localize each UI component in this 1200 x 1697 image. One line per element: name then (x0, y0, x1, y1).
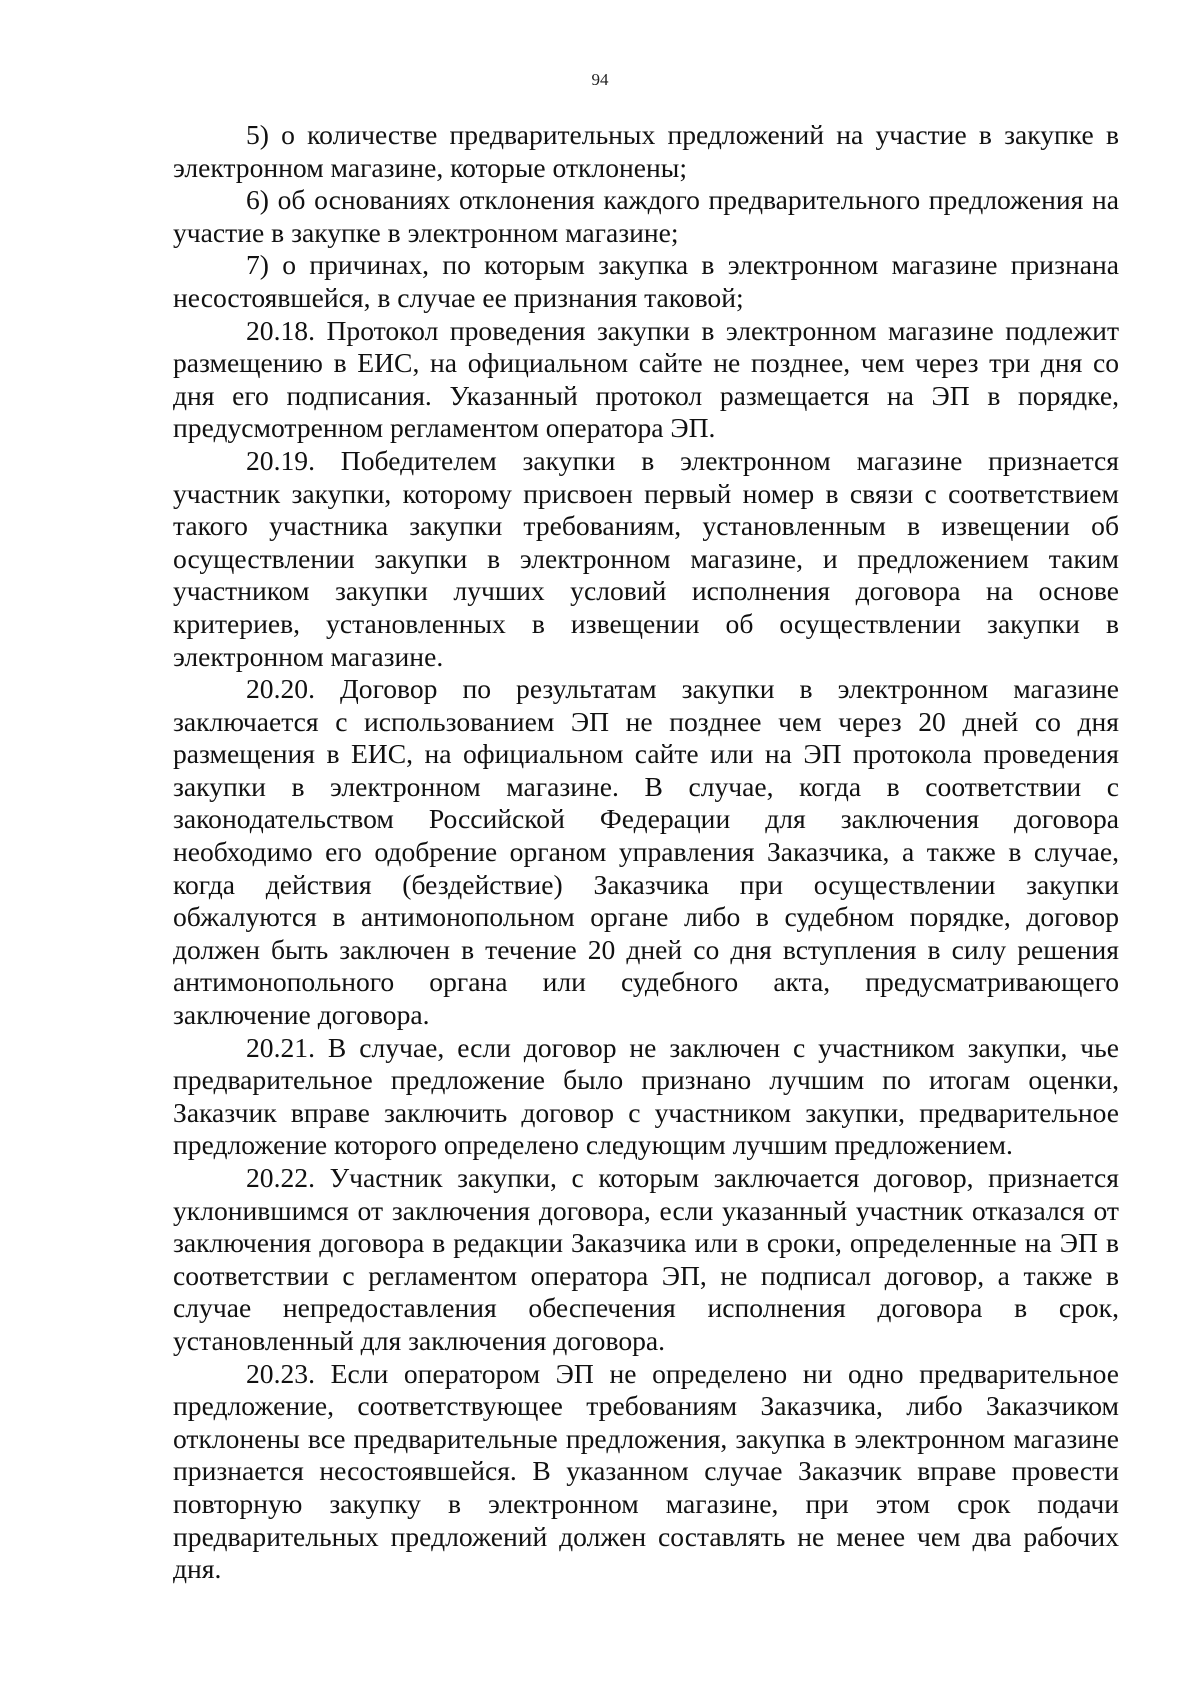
paragraph-20-18: 20.18. Протокол проведения закупки в электронном магазине подлежит размещению в ЕИС, на официальном сайте не позднее, чем через три дня со дня его подписания. Указанный протокол размещается на ЭП в порядке, предусмотренном регламентом оператора ЭП. (173, 314, 1119, 444)
document-body (173, 119, 1119, 1586)
paragraph-20-19: 20.19. Победителем закупки в электронном магазине признается участник закупки, которому присвоен первый номер в связи с соответствием такого участника закупки требованиям, установленным в извещении об осуществлении закупки в электронном магазине, и предложением таким участником закупки лучших условий исполнения договора на основе критериев, установленных в извещении об осуществлении закупки в электронном магазине. (173, 444, 1119, 672)
paragraph-item-5: 5) о количестве предварительных предложений на участие в закупке в электронном магазине, которые отклонены; (173, 119, 1119, 183)
paragraph-20-21: 20.21. В случае, если договор не заключен с участником закупки, чье предварительное предложение было признано лучшим по итогам оценки, Заказчик вправе заключить договор с участником закупки, предварительное предложение которого определено следующим лучшим предложением. (173, 1031, 1119, 1161)
paragraph-item-7: 7) о причинах, по которым закупка в электронном магазине признана несостоявшейся, в случае ее признания таковой; (173, 249, 1119, 313)
paragraph-item-6: 6) об основаниях отклонения каждого предварительного предложения на участие в закупке в электронном магазине; (173, 184, 1119, 248)
paragraph-20-22: 20.22. Участник закупки, с которым заключается договор, признается уклонившимся от заключения договора, если указанный участник отказался от заключения договора в редакции Заказчика или в сроки, определенные на ЭП в соответствии с регламентом оператора ЭП, не подписал договор, а также в случае непредоставления обеспечения исполнения договора в срок, установленный для заключения договора. (173, 1162, 1119, 1356)
paragraph-20-20: 20.20. Договор по результатам закупки в электронном магазине заключается с использованием ЭП не позднее чем через 20 дней со дня размещения в ЕИС, на официальном сайте или на ЭП протокола проведения закупки в электронном магазине. В случае, когда в соответствии с законодательством Российской Федерации для заключения договора необходимо его одобрение органом управления Заказчика, а также в случае, когда действия (бездействие) Заказчика при осуществлении закупки обжалуются в антимонопольном органе либо в судебном порядке, договор должен быть заключен в течение 20 дней со дня вступления в силу решения антимонопольного органа или судебного акта, предусматривающего заключение договора. (173, 673, 1119, 1031)
paragraph-20-23: 20.23. Если оператором ЭП не определено ни одно предварительное предложение, соответствующее требованиям Заказчика, либо Заказчиком отклонены все предварительные предложения, закупка в электронном магазине признается несостоявшейся. В указанном случае Заказчик вправе провести повторную закупку в электронном магазине, при этом срок подачи предварительных предложений должен составлять не менее чем два рабочих дня. (173, 1357, 1119, 1585)
page-number: 94 (591, 70, 609, 89)
